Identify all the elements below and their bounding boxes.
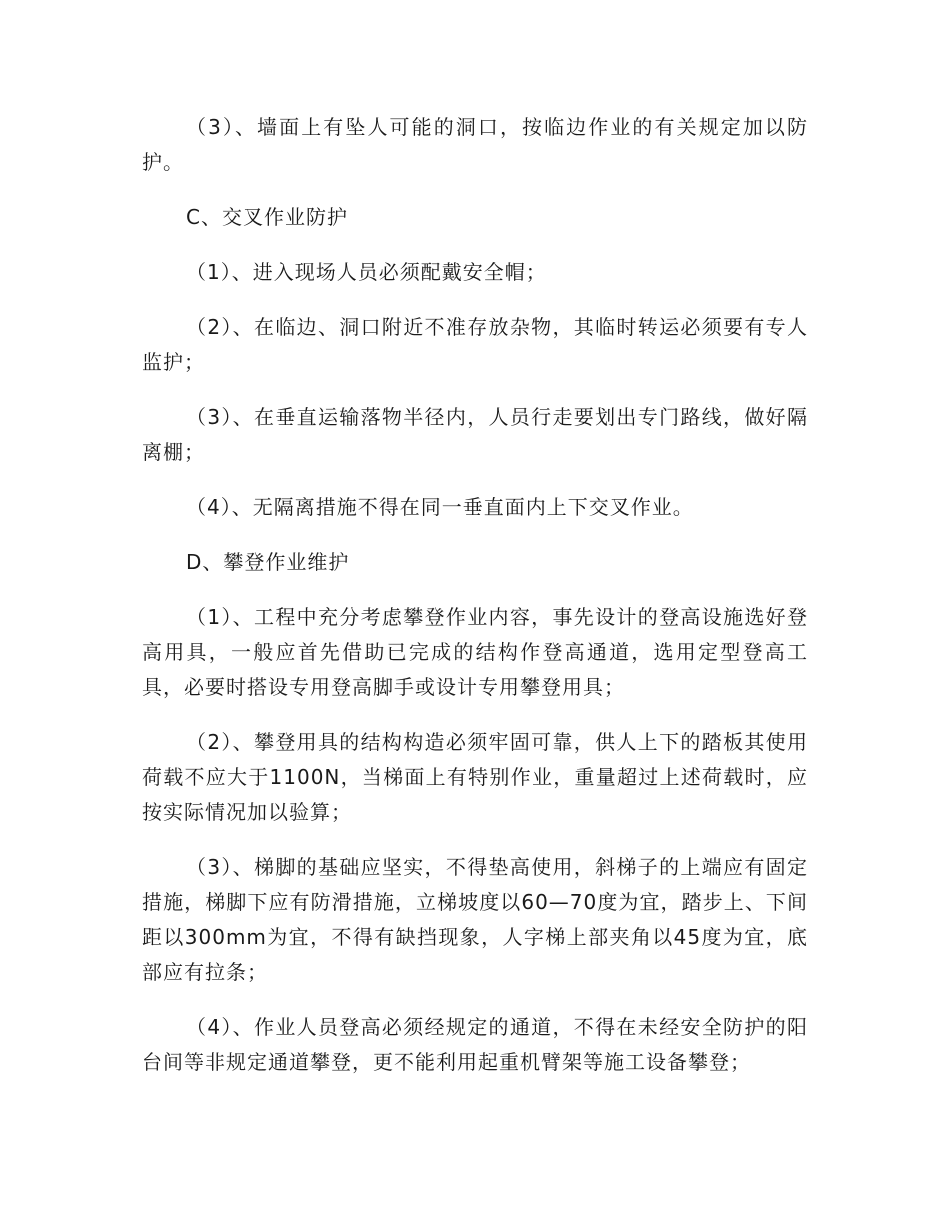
paragraph-no-cross-work: （4）、无隔离措施不得在同一垂直面内上下交叉作业。 bbox=[186, 495, 694, 519]
heading-cross-work-protection: C、交叉作业防护 bbox=[186, 205, 348, 229]
paragraph-safety-helmet: （1）、进入现场人员必须配戴安全帽； bbox=[186, 260, 547, 284]
paragraph-climbing-structure: （2）、攀登用具的结构构造必须牢固可靠，供人上下的踏板其使用荷载不应大于1100N，当梯面上有特别作业，重量超过上述荷载时，应按实际情况加以验算； bbox=[142, 730, 808, 824]
heading-climbing-work: D、攀登作业维护 bbox=[186, 550, 350, 574]
paragraph-ladder-base: （3）、梯脚的基础应坚实，不得垫高使用，斜梯子的上端应有固定措施，梯脚下应有防滑措施，立梯坡度以60—70度为宜，踏步上、下间距以300mm为宜，不得有缺挡现象，人字梯上部夹角以45度为宜，底部应有拉条； bbox=[142, 855, 808, 984]
paragraph-no-debris: （2）、在临边、洞口附近不准存放杂物，其临时转运必须要有专人监护； bbox=[142, 315, 808, 374]
paragraph-falling-radius: （3）、在垂直运输落物半径内，人员行走要划出专门路线，做好隔离棚； bbox=[142, 405, 808, 464]
paragraph-climbing-equipment: （1）、工程中充分考虑攀登作业内容，事先设计的登高设施选好登高用具，一般应首先借助已完成的结构作登高通道，选用定型登高工具，必要时搭设专用登高脚手或设计专用攀登用具； bbox=[142, 605, 808, 699]
document-body bbox=[142, 110, 808, 1100]
paragraph-wall-openings: （3）、墙面上有坠人可能的洞口，按临边作业的有关规定加以防护。 bbox=[142, 115, 808, 174]
paragraph-designated-passage: （4）、作业人员登高必须经规定的通道，不得在未经安全防护的阳台间等非规定通道攀登，更不能利用起重机臂架等施工设备攀登； bbox=[142, 1015, 808, 1074]
